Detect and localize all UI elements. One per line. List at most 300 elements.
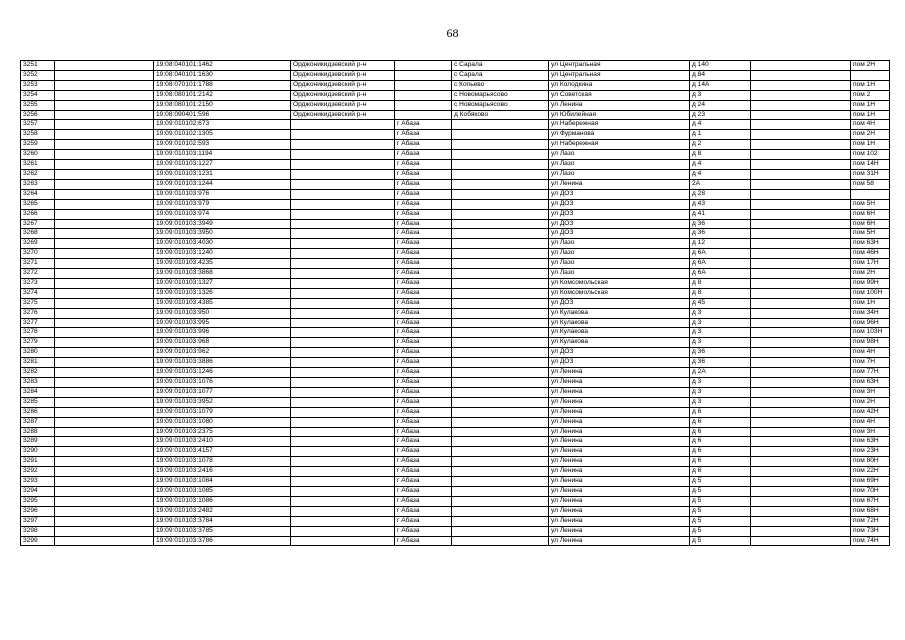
extra-cell (751, 427, 851, 437)
spacer-cell (55, 397, 154, 407)
settlement-cell (452, 259, 549, 269)
table-row (21, 496, 890, 506)
district-cell (291, 140, 395, 150)
premises-cell: пом 102 (851, 150, 890, 160)
house-cell: д 45 (690, 298, 751, 308)
street-cell: ул Ленина (549, 467, 690, 477)
city-cell: г Абаза (395, 486, 452, 496)
settlement-cell (452, 338, 549, 348)
district-cell (291, 338, 395, 348)
street-cell: ул Кулакова (549, 308, 690, 318)
extra-cell (751, 259, 851, 269)
city-cell: г Абаза (395, 378, 452, 388)
premises-cell (851, 189, 890, 199)
spacer-cell (55, 219, 154, 229)
row-number-cell: 3298 (21, 526, 55, 536)
house-cell: д 41 (690, 209, 751, 219)
settlement-cell: с Сарала (452, 70, 549, 80)
house-cell: д 12 (690, 239, 751, 249)
table-row (21, 140, 890, 150)
house-cell: д 3 (690, 308, 751, 318)
premises-cell: пом 73Н (851, 526, 890, 536)
spacer-cell (55, 387, 154, 397)
table-row (21, 110, 890, 120)
row-number-cell: 3296 (21, 506, 55, 516)
spacer-cell (55, 160, 154, 170)
extra-cell (751, 179, 851, 189)
premises-cell: пом 96Н (851, 318, 890, 328)
table-row (21, 486, 890, 496)
district-cell (291, 358, 395, 368)
settlement-cell (452, 318, 549, 328)
spacer-cell (55, 199, 154, 209)
premises-cell: пом 6Н (851, 209, 890, 219)
city-cell: г Абаза (395, 506, 452, 516)
city-cell: г Абаза (395, 199, 452, 209)
spacer-cell (55, 417, 154, 427)
table-row (21, 506, 890, 516)
extra-cell (751, 278, 851, 288)
spacer-cell (55, 298, 154, 308)
house-cell: д 3 (690, 318, 751, 328)
settlement-cell (452, 348, 549, 358)
house-cell: д 43 (690, 199, 751, 209)
city-cell: г Абаза (395, 308, 452, 318)
cadastral-number-cell: 19:09:010103:950 (154, 308, 291, 318)
street-cell: ул ДОЗ (549, 209, 690, 219)
city-cell (395, 80, 452, 90)
premises-cell: пом 4Н (851, 120, 890, 130)
premises-cell: пом 69Н (851, 477, 890, 487)
district-cell (291, 318, 395, 328)
house-cell: д 6 (690, 437, 751, 447)
cadastral-number-cell: 19:09:010103:3952 (154, 397, 291, 407)
street-cell: ул Ленина (549, 536, 690, 546)
extra-cell (751, 239, 851, 249)
row-number-cell: 3252 (21, 70, 55, 80)
settlement-cell: с Копьево (452, 80, 549, 90)
premises-cell: пом 70Н (851, 486, 890, 496)
table-row (21, 278, 890, 288)
district-cell (291, 169, 395, 179)
house-cell: д 6А (690, 249, 751, 259)
house-cell: д 14А (690, 80, 751, 90)
street-cell: ул Комсомольская (549, 278, 690, 288)
settlement-cell (452, 387, 549, 397)
row-number-cell: 3280 (21, 348, 55, 358)
settlement-cell (452, 496, 549, 506)
extra-cell (751, 457, 851, 467)
cadastral-number-cell: 19:09:010103:3784 (154, 516, 291, 526)
extra-cell (751, 328, 851, 338)
city-cell: г Абаза (395, 516, 452, 526)
district-cell (291, 447, 395, 457)
settlement-cell (452, 269, 549, 279)
cadastral-number-cell: 19:08:080101:2142 (154, 90, 291, 100)
spacer-cell (55, 61, 154, 71)
city-cell (395, 90, 452, 100)
city-cell: г Абаза (395, 249, 452, 259)
cadastral-number-cell: 19:09:010102:593 (154, 140, 291, 150)
spacer-cell (55, 477, 154, 487)
table-row (21, 536, 890, 546)
street-cell: ул Центральная (549, 61, 690, 71)
street-cell: ул Советская (549, 90, 690, 100)
district-cell (291, 249, 395, 259)
city-cell: г Абаза (395, 298, 452, 308)
district-cell (291, 298, 395, 308)
house-cell: д 5 (690, 526, 751, 536)
house-cell: д 4 (690, 120, 751, 130)
extra-cell (751, 506, 851, 516)
spacer-cell (55, 80, 154, 90)
cadastral-number-cell: 19:09:010103:1240 (154, 249, 291, 259)
premises-cell: пом 58 (851, 179, 890, 189)
house-cell: д 36 (690, 229, 751, 239)
table-row (21, 308, 890, 318)
house-cell: д 6 (690, 427, 751, 437)
row-number-cell: 3260 (21, 150, 55, 160)
extra-cell (751, 477, 851, 487)
extra-cell (751, 348, 851, 358)
premises-cell: пом 1Н (851, 100, 890, 110)
city-cell: г Абаза (395, 179, 452, 189)
city-cell: г Абаза (395, 229, 452, 239)
table-row (21, 417, 890, 427)
table-row (21, 387, 890, 397)
district-cell (291, 378, 395, 388)
street-cell: ул Ленина (549, 506, 690, 516)
premises-cell: пом 3Н (851, 387, 890, 397)
house-cell: д 28 (690, 189, 751, 199)
cadastral-number-cell: 19:09:010103:3868 (154, 269, 291, 279)
spacer-cell (55, 467, 154, 477)
settlement-cell (452, 229, 549, 239)
row-number-cell: 3290 (21, 447, 55, 457)
settlement-cell (452, 328, 549, 338)
cadastral-number-cell: 19:09:010103:1076 (154, 378, 291, 388)
premises-cell: пом 63Н (851, 239, 890, 249)
house-cell: д 84 (690, 70, 751, 80)
table-row (21, 477, 890, 487)
city-cell: г Абаза (395, 209, 452, 219)
premises-cell: пом 67Н (851, 496, 890, 506)
district-cell (291, 516, 395, 526)
street-cell: ул Кулакова (549, 338, 690, 348)
premises-cell: пом 103Н (851, 328, 890, 338)
cadastral-number-cell: 19:09:010103:976 (154, 189, 291, 199)
row-number-cell: 3279 (21, 338, 55, 348)
street-cell: ул Ленина (549, 397, 690, 407)
spacer-cell (55, 120, 154, 130)
premises-cell: пом 63Н (851, 437, 890, 447)
table-row (21, 70, 890, 80)
spacer-cell (55, 358, 154, 368)
cadastral-number-cell: 19:08:040101:1630 (154, 70, 291, 80)
cadastral-number-cell: 19:09:010103:3949 (154, 219, 291, 229)
street-cell: ул ДОЗ (549, 189, 690, 199)
cadastral-number-cell: 19:09:010103:2410 (154, 437, 291, 447)
street-cell: ул Колодкина (549, 80, 690, 90)
premises-cell: пом 17Н (851, 259, 890, 269)
extra-cell (751, 90, 851, 100)
table-row (21, 179, 890, 189)
cadastral-number-cell: 19:09:010103:1227 (154, 160, 291, 170)
row-number-cell: 3257 (21, 120, 55, 130)
table-row (21, 447, 890, 457)
settlement-cell (452, 368, 549, 378)
settlement-cell (452, 249, 549, 259)
table-row (21, 239, 890, 249)
settlement-cell (452, 160, 549, 170)
cadastral-number-cell: 19:09:010103:3786 (154, 536, 291, 546)
row-number-cell: 3294 (21, 486, 55, 496)
premises-cell: пом 2 (851, 90, 890, 100)
extra-cell (751, 467, 851, 477)
cadastral-number-cell: 19:09:010103:995 (154, 318, 291, 328)
row-number-cell: 3258 (21, 130, 55, 140)
row-number-cell: 3289 (21, 437, 55, 447)
city-cell: г Абаза (395, 239, 452, 249)
cadastral-number-cell: 19:09:010103:1080 (154, 417, 291, 427)
table-row (21, 407, 890, 417)
district-cell: Орджоникидзевский р-н (291, 110, 395, 120)
spacer-cell (55, 209, 154, 219)
cadastral-number-cell: 19:09:010103:1085 (154, 486, 291, 496)
spacer-cell (55, 100, 154, 110)
cadastral-number-cell: 19:08:090401:596 (154, 110, 291, 120)
extra-cell (751, 447, 851, 457)
row-number-cell: 3262 (21, 169, 55, 179)
house-cell: д 6 (690, 417, 751, 427)
table-row (21, 328, 890, 338)
house-cell: д 2А (690, 368, 751, 378)
street-cell: ул Набережная (549, 120, 690, 130)
district-cell (291, 417, 395, 427)
table-row (21, 90, 890, 100)
row-number-cell: 3264 (21, 189, 55, 199)
spacer-cell (55, 437, 154, 447)
street-cell: ул Лазо (549, 249, 690, 259)
district-cell: Орджоникидзевский р-н (291, 80, 395, 90)
house-cell: д 4 (690, 160, 751, 170)
street-cell: ул ДОЗ (549, 199, 690, 209)
district-cell (291, 486, 395, 496)
district-cell (291, 130, 395, 140)
extra-cell (751, 229, 851, 239)
city-cell: г Абаза (395, 348, 452, 358)
extra-cell (751, 417, 851, 427)
extra-cell (751, 189, 851, 199)
street-cell: ул Ленина (549, 496, 690, 506)
settlement-cell (452, 506, 549, 516)
spacer-cell (55, 516, 154, 526)
street-cell: ул ДОЗ (549, 298, 690, 308)
city-cell: г Абаза (395, 496, 452, 506)
cadastral-number-cell: 19:09:010103:4157 (154, 447, 291, 457)
table-row (21, 80, 890, 90)
street-cell: ул Лазо (549, 239, 690, 249)
table-row (21, 526, 890, 536)
street-cell: ул Кулакова (549, 328, 690, 338)
cadastral-number-cell: 19:08:070101:1788 (154, 80, 291, 90)
cadastral-number-cell: 19:09:010103:979 (154, 199, 291, 209)
extra-cell (751, 100, 851, 110)
cadastral-number-cell: 19:09:010103:3886 (154, 358, 291, 368)
extra-cell (751, 387, 851, 397)
city-cell: г Абаза (395, 368, 452, 378)
district-cell (291, 427, 395, 437)
cadastral-number-cell: 19:09:010103:4385 (154, 298, 291, 308)
street-cell: ул ДОЗ (549, 348, 690, 358)
premises-cell: пом 63Н (851, 378, 890, 388)
cadastral-number-cell: 19:08:080101:2150 (154, 100, 291, 110)
settlement-cell (452, 486, 549, 496)
street-cell: ул Ленина (549, 387, 690, 397)
district-cell (291, 219, 395, 229)
settlement-cell (452, 288, 549, 298)
row-number-cell: 3273 (21, 278, 55, 288)
extra-cell (751, 219, 851, 229)
street-cell: ул Лазо (549, 150, 690, 160)
extra-cell (751, 269, 851, 279)
extra-cell (751, 298, 851, 308)
table-row (21, 229, 890, 239)
district-cell (291, 160, 395, 170)
settlement-cell (452, 199, 549, 209)
row-number-cell: 3254 (21, 90, 55, 100)
registry-table (20, 60, 890, 546)
premises-cell: пом 14Н (851, 160, 890, 170)
row-number-cell: 3278 (21, 328, 55, 338)
row-number-cell: 3282 (21, 368, 55, 378)
house-cell: д 3 (690, 328, 751, 338)
premises-cell: пом 74Н (851, 536, 890, 546)
spacer-cell (55, 318, 154, 328)
house-cell: д 3 (690, 338, 751, 348)
premises-cell: пом 3Н (851, 427, 890, 437)
house-cell: д 8 (690, 278, 751, 288)
cadastral-number-cell: 19:09:010103:968 (154, 338, 291, 348)
row-number-cell: 3251 (21, 61, 55, 71)
premises-cell: пом 2Н (851, 397, 890, 407)
house-cell: д 24 (690, 100, 751, 110)
table-row (21, 288, 890, 298)
district-cell (291, 387, 395, 397)
settlement-cell (452, 437, 549, 447)
extra-cell (751, 288, 851, 298)
district-cell (291, 278, 395, 288)
district-cell (291, 179, 395, 189)
extra-cell (751, 516, 851, 526)
city-cell: г Абаза (395, 318, 452, 328)
settlement-cell (452, 467, 549, 477)
spacer-cell (55, 328, 154, 338)
street-cell: ул Ленина (549, 100, 690, 110)
row-number-cell: 3288 (21, 427, 55, 437)
district-cell (291, 477, 395, 487)
extra-cell (751, 397, 851, 407)
spacer-cell (55, 486, 154, 496)
city-cell: г Абаза (395, 437, 452, 447)
house-cell: д 5 (690, 536, 751, 546)
extra-cell (751, 80, 851, 90)
spacer-cell (55, 269, 154, 279)
settlement-cell (452, 120, 549, 130)
cadastral-number-cell: 19:09:010103:962 (154, 348, 291, 358)
table-row (21, 437, 890, 447)
street-cell: ул Ленина (549, 417, 690, 427)
district-cell (291, 506, 395, 516)
district-cell (291, 209, 395, 219)
settlement-cell (452, 417, 549, 427)
settlement-cell (452, 179, 549, 189)
extra-cell (751, 110, 851, 120)
district-cell (291, 496, 395, 506)
row-number-cell: 3287 (21, 417, 55, 427)
house-cell: д 5 (690, 477, 751, 487)
table-row (21, 259, 890, 269)
cadastral-number-cell: 19:09:010103:1194 (154, 150, 291, 160)
settlement-cell (452, 278, 549, 288)
house-cell: д 1 (690, 130, 751, 140)
premises-cell: пом 46Н (851, 249, 890, 259)
city-cell: г Абаза (395, 278, 452, 288)
row-number-cell: 3271 (21, 259, 55, 269)
city-cell: г Абаза (395, 328, 452, 338)
row-number-cell: 3299 (21, 536, 55, 546)
district-cell (291, 348, 395, 358)
district-cell (291, 259, 395, 269)
page-number: 68 (446, 26, 459, 40)
district-cell: Орджоникидзевский р-н (291, 61, 395, 71)
premises-cell: пом 42Н (851, 407, 890, 417)
table-row (21, 427, 890, 437)
spacer-cell (55, 150, 154, 160)
house-cell: д 3 (690, 378, 751, 388)
table-row (21, 318, 890, 328)
spacer-cell (55, 457, 154, 467)
street-cell: ул Ленина (549, 516, 690, 526)
settlement-cell (452, 130, 549, 140)
spacer-cell (55, 70, 154, 80)
city-cell: г Абаза (395, 150, 452, 160)
spacer-cell (55, 407, 154, 417)
spacer-cell (55, 288, 154, 298)
house-cell: д 2 (690, 140, 751, 150)
row-number-cell: 3272 (21, 269, 55, 279)
settlement-cell (452, 477, 549, 487)
cadastral-number-cell: 19:09:010103:1327 (154, 278, 291, 288)
city-cell: г Абаза (395, 120, 452, 130)
extra-cell (751, 130, 851, 140)
cadastral-number-cell: 19:09:010102:1305 (154, 130, 291, 140)
row-number-cell: 3281 (21, 358, 55, 368)
extra-cell (751, 199, 851, 209)
street-cell: ул ДОЗ (549, 229, 690, 239)
extra-cell (751, 437, 851, 447)
premises-cell: пом 2Н (851, 269, 890, 279)
extra-cell (751, 318, 851, 328)
settlement-cell: с Новомарьясово (452, 100, 549, 110)
table-row (21, 397, 890, 407)
settlement-cell: с Сарала (452, 61, 549, 71)
street-cell: ул Лазо (549, 269, 690, 279)
street-cell: ул Лазо (549, 259, 690, 269)
row-number-cell: 3277 (21, 318, 55, 328)
spacer-cell (55, 130, 154, 140)
row-number-cell: 3276 (21, 308, 55, 318)
